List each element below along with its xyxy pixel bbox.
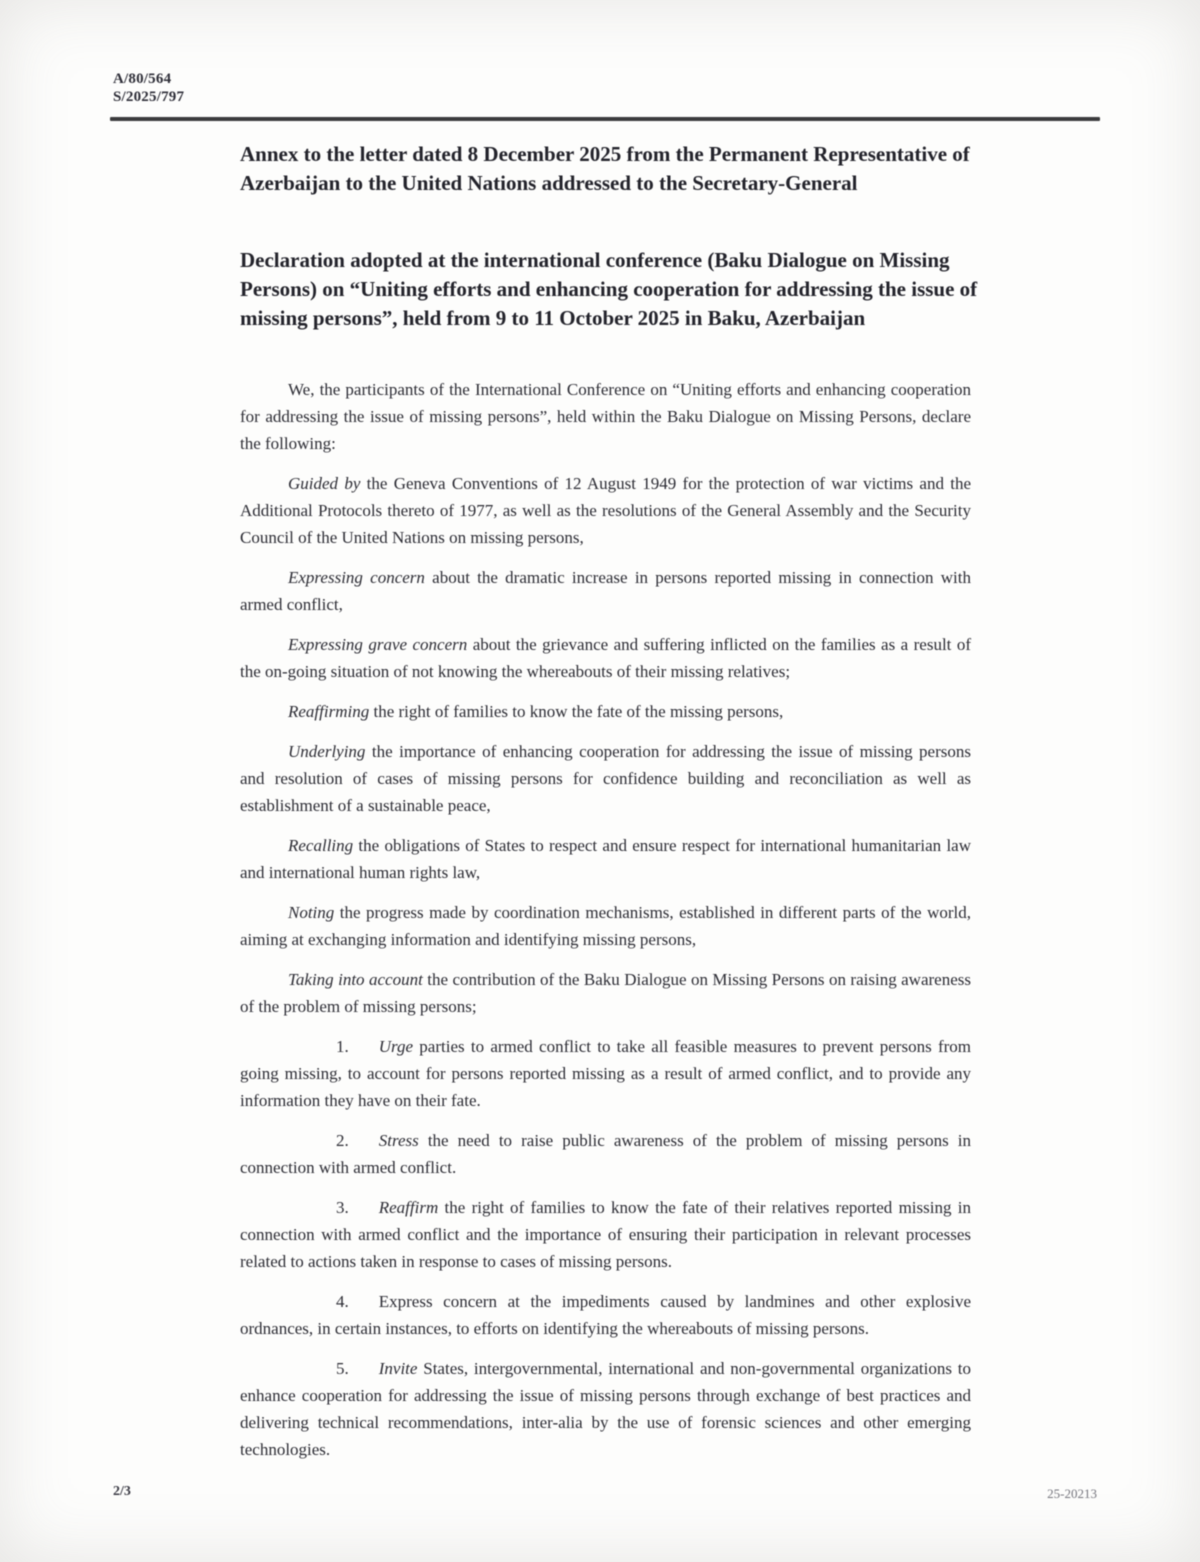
- paragraph-lead: Guided by: [288, 474, 361, 493]
- paragraph-expressing-concern: [240, 564, 971, 618]
- paragraph-reaffirming: [240, 698, 971, 725]
- operative-item-5: [240, 1355, 971, 1463]
- paragraph-preamble: [240, 376, 971, 457]
- item-lead: Urge: [378, 1037, 414, 1056]
- paragraph-text: about the dramatic increase in persons reported missing in connection with armed conflict,: [240, 568, 971, 614]
- paragraph-underlying: [240, 738, 971, 819]
- item-lead: Reaffirm: [378, 1198, 439, 1217]
- item-number: 4.: [336, 1292, 349, 1311]
- paragraph-lead: Underlying: [288, 742, 366, 761]
- operative-item-1: [240, 1033, 971, 1114]
- operative-item-2: [240, 1127, 971, 1181]
- document-symbols: [113, 70, 184, 106]
- item-text: the right of families to know the fate of their relatives reported missing in connection with armed conflict and the importance of ensuring their participation in relevant processes related to actions taken in response to cases of missing persons.: [240, 1198, 971, 1271]
- paragraph-text: the importance of enhancing cooperation for addressing the issue of missing persons and resolution of cases of missing persons for confidence building and reconciliation as well as establishment of a sustainable peace,: [240, 742, 971, 815]
- paragraph-text: the right of families to know the fate of the missing persons,: [369, 702, 784, 721]
- declaration-title: Declaration adopted at the international conference (Baku Dialogue on Missing Persons) on “Uniting efforts and enhancing cooperation for addressing the issue of missing persons”, held from 9 to 11 October 2025 in Baku, Azerbaijan: [240, 248, 978, 330]
- paragraph-taking-into-account: [240, 966, 971, 1020]
- paragraph-text: the contribution of the Baku Dialogue on Missing Persons on raising awareness of the problem of missing persons;: [240, 970, 971, 1016]
- annex-title: Annex to the letter dated 8 December 2025 from the Permanent Representative of Azerbaijan to the United Nations addressed to the Secretary-General: [240, 142, 970, 195]
- paragraph-lead: Expressing concern: [288, 568, 425, 587]
- operative-item-4: [240, 1288, 971, 1342]
- item-number: 2.: [336, 1131, 349, 1150]
- paragraph-recalling: [240, 832, 971, 886]
- paragraph-text: the progress made by coordination mechanisms, established in different parts of the world, aiming at exchanging information and identifying missing persons,: [240, 903, 971, 949]
- item-text: the need to raise public awareness of the problem of missing persons in connection with armed conflict.: [240, 1131, 971, 1177]
- document-symbol-s: S/2025/797: [113, 89, 185, 105]
- header-rule: [110, 117, 1100, 121]
- item-lead: Stress: [378, 1131, 419, 1150]
- paragraph-noting: [240, 899, 971, 953]
- document-symbol-a: A/80/564: [113, 71, 172, 87]
- item-number: 5.: [336, 1359, 349, 1378]
- paragraph-lead: Recalling: [288, 836, 354, 855]
- paragraph-text: about the grievance and suffering inflicted on the families as a result of the on-going situation of not knowing the whereabouts of their missing relatives;: [240, 635, 971, 681]
- paragraph-text: the Geneva Conventions of 12 August 1949 for the protection of war victims and the Additional Protocols thereto of 1977, as well as the resolutions of the General Assembly and the Security Council of the United Nations on missing persons,: [240, 474, 971, 547]
- operative-item-3: [240, 1194, 971, 1275]
- item-number: 3.: [336, 1198, 349, 1217]
- item-text: States, intergovernmental, international and non-governmental organizations to enhance cooperation for addressing the issue of missing persons through exchange of best practices and delivering technical recommendations, inter-alia by the use of forensic sciences and other emerging technologies.: [240, 1359, 971, 1459]
- paragraph-lead: Reaffirming: [288, 702, 370, 721]
- paragraph-lead: Noting: [288, 903, 335, 922]
- item-text: parties to armed conflict to take all feasible measures to prevent persons from going missing, to account for persons reported missing as a result of armed conflict, and to provide any information they have on their fate.: [240, 1037, 971, 1110]
- job-number: 25-20213: [1047, 1486, 1097, 1501]
- paragraph-expressing-grave-concern: [240, 631, 971, 685]
- page-number: 2/3: [113, 1484, 131, 1499]
- declaration-body: [240, 376, 971, 1476]
- paragraph-lead: Taking into account: [288, 970, 423, 989]
- item-text: Express concern at the impediments caused by landmines and other explosive ordnances, in certain instances, to efforts on identifying the whereabouts of missing persons.: [240, 1292, 971, 1338]
- paragraph-guided-by: [240, 470, 971, 551]
- paragraph-text: We, the participants of the International Conference on “Uniting efforts and enhancing cooperation for addressing the issue of missing persons”, held within the Baku Dialogue on Missing Persons, declare the following:: [240, 380, 971, 453]
- paragraph-text: the obligations of States to respect and ensure respect for international humanitarian law and international human rights law,: [240, 836, 971, 882]
- item-number: 1.: [336, 1037, 349, 1056]
- item-lead: Invite: [378, 1359, 418, 1378]
- paragraph-lead: Expressing grave concern: [288, 635, 468, 654]
